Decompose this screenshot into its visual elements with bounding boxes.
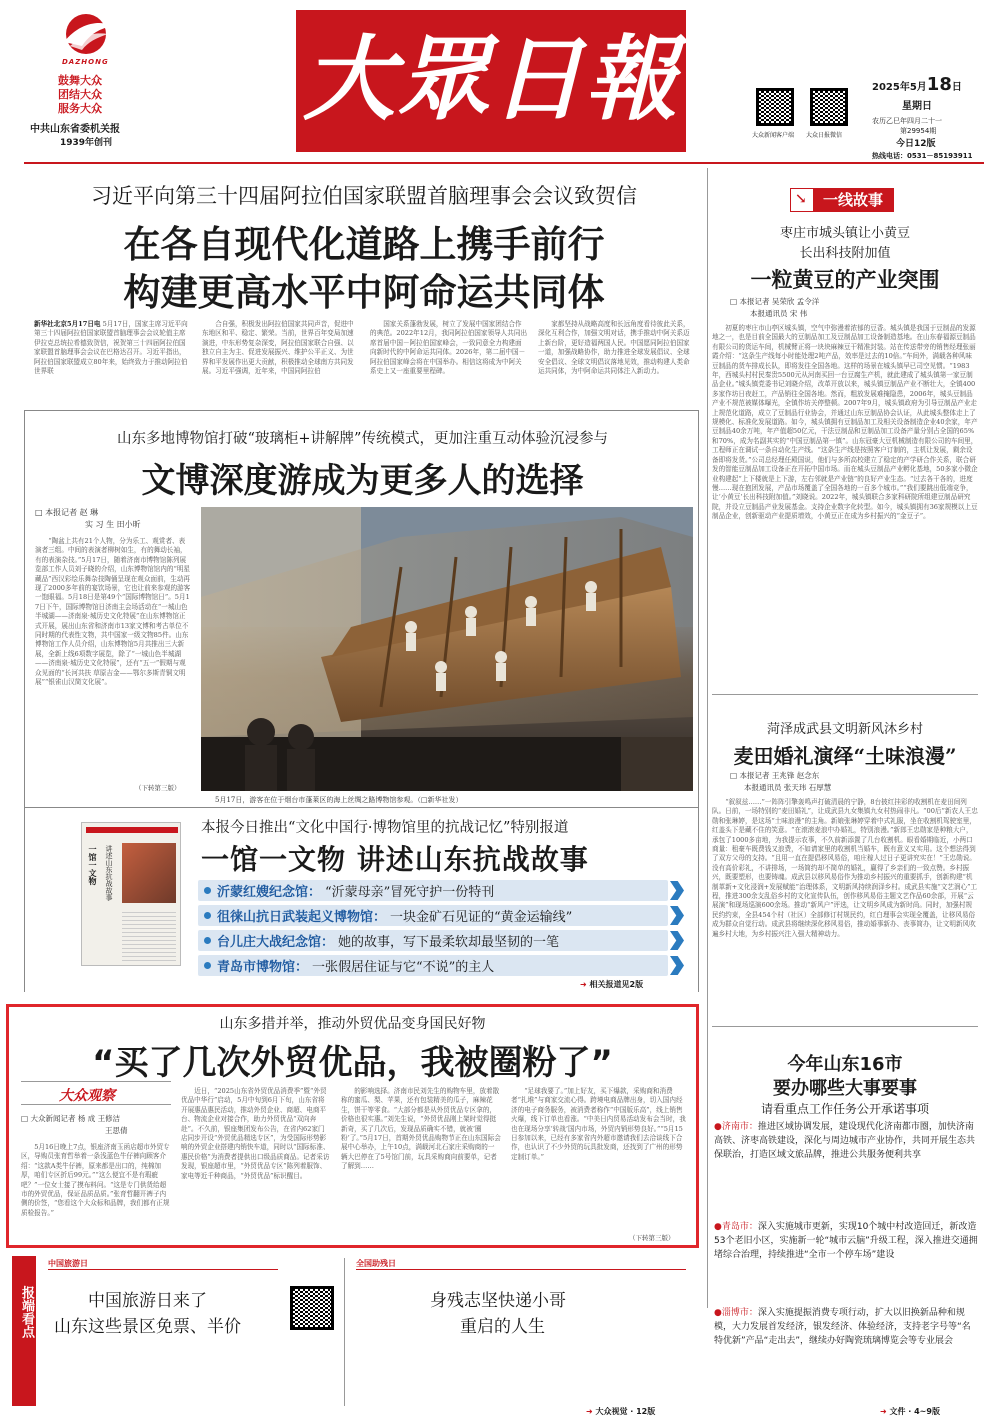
tasks-title-1: 今年山东16市 — [787, 1054, 903, 1075]
tasks-city: ●济南市： — [714, 1122, 758, 1132]
series-title: 一馆一文物 讲述山东抗战故事 — [201, 843, 589, 876]
lead-dateline: 新华社北京5月17日电 — [34, 320, 101, 328]
issue-no: 第29954期 — [900, 127, 937, 135]
column-logo-box — [21, 1081, 171, 1105]
series-thumb-sub: 讲述山东抗战故事 — [105, 845, 113, 901]
frontline-kicker-1: 枣庄市城头镇让小黄豆 — [779, 226, 910, 241]
bullet-icon — [204, 937, 211, 944]
footer-right-see[interactable] — [586, 1406, 655, 1417]
logo-subtext: DAZHONG — [62, 58, 109, 66]
lead-col4-text: 家都坚持从战略高度和长远角度看待彼此关系，深化互利合作，加强文明对话，携手推动中阿关系迈上新台阶，更好造福两国人民。中国愿同阿拉伯国家一道，加强战略协作，助力推进全球发展倡议、全球安全倡议、全球文明倡议落地见效，推动构建人类命运共同体，为中阿命运共同体注入新动力。 — [538, 320, 690, 376]
wedding-kicker: 菏泽成武县文明新风沐乡村 — [766, 722, 923, 737]
tasks-text: 深入实施城市更新，实现10个城中村改造回迁，新改造53个老旧小区，实施新一轮“城市云脑”升级工程，深入推进交通拥堵综合治理，持续推进“全市一个停车场”建设 — [714, 1222, 978, 1260]
trade-byline-1: □ 大众新闻记者 杨 成 王修洁 — [21, 1114, 121, 1123]
footer-right-see-label: 大众视觉 · 12版 — [595, 1407, 656, 1416]
right-section-divider-2 — [712, 1026, 978, 1027]
lead-title-2: 构建更高水平中阿命运共同体 — [123, 271, 605, 314]
frontline-kicker-2: 长出科技附加值 — [799, 246, 891, 261]
tasks-text: 推进区域协调发展，建设现代化济南都市圈，加快济南高铁、济枣高铁建设，深化与周边城市产业协作，共同开展生态共保联治，打造区域文旅品牌，推进公共服务便利共享 — [714, 1122, 976, 1160]
footer-side-label-text: 报端看点 — [19, 1286, 34, 1338]
qr-code-tourism[interactable] — [290, 1286, 334, 1330]
museum-box — [24, 410, 699, 808]
trade-col-3 — [341, 1087, 501, 1243]
arrow-right-icon: ➜ — [586, 1407, 593, 1416]
trade-col3-text: 的影响选择。济南市民刘先生的购物车里，放着散称的蜜瓜、梨、苹果，还有包装精美的瓜子，麻辣花生，饼干等零食。“大部分都是从外贸优品专区拿的，价格也很实惠。”刘先生说，“外贸优品刚上架时觉得挺新奇，买了几次后，发现品质确实不错，就被‘圈粉’了。”5月17日，首期外贸优品购物节正在山东国际会展中心举办，上午10点，满载河北石家庄采购商的一辆大巴停在了5号馆门前，玩具采购商向前要单，记者了解到…… — [341, 1087, 501, 1171]
date-block — [872, 74, 982, 161]
date-prefix: 2025年5月 — [872, 82, 927, 93]
lead-col3-text: 国家关系蓬勃发展，树立了发展中国家团结合作的典范。2022年12月，我同阿拉伯国家领导人共同出席首届中国－阿拉伯国家峰会，一致同意全力构建面向新时代的中阿命运共同体。2026年，第二届中国－阿拉伯国家峰会将在中国举办。相信这将成为中阿关系史上又一座重要里程碑。 — [370, 320, 528, 376]
series-item-museum: 台儿庄大战纪念馆： — [217, 935, 335, 950]
right-column-divider — [707, 168, 708, 1308]
series-item-text: 她的故事，写下最柔软却最坚韧的一笔 — [338, 935, 560, 950]
series-item-text: 一块金矿石见证的“黄金运输线” — [390, 910, 573, 925]
masthead-title: 大眾日報 — [302, 25, 679, 133]
museum-kicker: 山东多地博物馆打破“玻璃柜+讲解牌”传统模式，更加注重互动体验沉浸参与 — [117, 431, 608, 447]
wedding-title: 麦田婚礼演绎“土味浪漫” — [733, 744, 957, 768]
tasks-see-more-label: 文件 · 4~9版 — [889, 1407, 940, 1416]
series-item-1[interactable] — [198, 880, 668, 901]
frontline-body — [712, 324, 978, 690]
series-thumbnail[interactable] — [81, 822, 181, 966]
ship-exhibit-illustration — [201, 507, 693, 791]
page-count: 今日12版 — [896, 139, 936, 149]
footer-left-tag: 中国旅游日 — [48, 1258, 278, 1270]
lead-col2-text: 合自强，积极发出阿拉伯国家共同声音，促进中东地区和平、稳定、繁荣。当前，世界百年变局加速演进，中东形势复杂深变，阿拉伯国家联合自强、以独立自主为主、促进发展振兴、维护公平正义、为世界和平发展作出更大贡献，积极推动全球南方共同发展。习近平强调，近年来，中国同阿拉伯 — [202, 320, 354, 376]
frontline-title: 一粒黄豆的产业突围 — [750, 267, 940, 292]
trade-col2-text: 近日，“2025山东省外贸优品消费季”暨“外贸优品中华行”启动，5月中旬到6月下旬，山东省将开展惠品惠民活动，推动外贸企业、商超、电商平台、物流企业对接合作，助力外贸优品“双向奔赴”。不久前，银座集团发布公告，在省内62家门店同步开设“外贸优品精选专区”，为受国际形势影响的外贸企业搭建内销快车道，同时以“国际标准、惠民价格”为消费者提供出口级品质商品。记者采访发现，银座超市里，“外贸优品专区”陈列着服饰、家电等近千种商品，“外贸优品”标识醒目。 — [181, 1087, 330, 1180]
lead-col-1 — [34, 320, 192, 398]
bullet-icon — [204, 887, 211, 894]
trade-col4-text: “足球我要了。”加上好友，买下爆款，采购商和消费者“扎堆”与商家交流心得。跨境电商品牌出身，切入国内经济的电子商务服务，被消费者称作“中国版乐高”，线上销售火爆，线下订单也看涨。“中美日内贸易活动发布会当时，我也在现场分享‘转战’国内市场，外贸内销形势良好。”“5月15日参加以来，已经有多家省内外超市邀请我们去洽谈线下合作，也认识了不少外贸的玩具批发商，还找到了广州的形势定制订单。” — [511, 1087, 686, 1161]
wedding-byline-2: 本报通讯员 张天玮 石厚慧 — [744, 783, 832, 792]
footer-side-label — [12, 1256, 36, 1406]
masthead-title-block — [296, 10, 686, 152]
weekday: 星期日 — [902, 101, 932, 112]
slogan-3: 服务大众 — [58, 102, 102, 115]
series-item-text: “沂蒙母亲”冒死守护一份特刊 — [325, 885, 495, 900]
lead-col-4 — [538, 320, 696, 398]
series-item-museum: 徂徕山抗日武装起义博物馆： — [217, 910, 387, 925]
trade-cont: （下转第三版） — [629, 1234, 675, 1242]
lunar-date: 农历乙巳年四月二十一 — [872, 117, 942, 125]
frontline-tag — [790, 188, 894, 212]
series-item-museum: 沂蒙红嫂纪念馆： — [217, 885, 322, 900]
date-day: 18 — [926, 74, 952, 95]
footer-left-title-1: 中国旅游日来了 — [88, 1291, 207, 1311]
lead-col1-text: 5月17日，国家主席习近平向第三十四届阿拉伯国家联盟首脑理事会会议轮值主席伊拉克总统拉希德致贺信，祝贺第三十四届阿拉伯国家联盟首脑理事会会议在巴格达召开。习近平指出，阿拉伯国家联盟成立80年来，始终致力于推动阿拉伯世界联 — [34, 320, 188, 376]
trade-col-1 — [21, 1143, 171, 1243]
footer-divider — [344, 1258, 345, 1406]
series-see-more-label: 相关报道见2版 — [589, 980, 644, 989]
trade-col1-text: 5月16日晚上7点，银座济南玉函店超市外贸专区，导购员张育哲举着一条浅蓝色牛仔裤向顾客介绍：“这款A类牛仔裤，原来都是出口的，纯棉加厚，咱们专区折后99元。”“这么便宜不是有瑕疵吧？”一位女士接了摸布料问。“这是专门供货给超市的外贸优品，保证品质品质。”张育哲翻开裤子内侧的价签，“您看这个大众标和品牌，我们都有正规质检报告。” — [21, 1143, 170, 1217]
tasks-city: ●青岛市： — [714, 1222, 758, 1232]
qr-label-wechat: 大众日报微信 — [806, 132, 843, 139]
footer-left-title-2: 山东这些景区免票、半价 — [54, 1317, 241, 1337]
founded: 1939年创刊 — [60, 138, 113, 148]
footer-right-title-1: 身残志坚快递小哥 — [430, 1291, 566, 1311]
hotline: 热线电话：0531－85193911 — [872, 152, 973, 160]
wedding-byline-1: □ 本报记者 王兆锋 赵念东 — [730, 771, 820, 780]
frontline-body-text: 初夏的枣庄市山亭区城头镇，空气中弥漫着浓郁的豆香。城头镇是我国于豆制品的发源地之一，也是目前全国最大的豆制品加工及豆制品加工设备制造基地。在山东春福源豆制品有限公司的货运车间，机械臂正将一块块麻辣豆干精准封装。站在传送带旁的销售经理张丽霞介绍：“这条生产线每小时能处理2吨产品，效率是过去的10倍。”车间外，满载各种风味豆制品的货车排成长队，即将发往全国各地。这样的场景在城头镇早已司空见惯。“1983年，西城头村村民秦贵5500元从河南买回一台豆腐生产机，就此建成了城头镇第一家豆制品企业。”城头镇党委书记刘晓介绍，改革开放以来，城头镇豆制品产业不断壮大，全镇400多家作坊日夜赶工，产品销往全国各地。然而，粗放发展难掩隐患，2006年，城头豆制品产业不规范被媒体曝光，全镇作坊关停整顿。2007年9月，城头镇政府为引导豆制品产业走上规范化道路，成立了豆制品行业协会，并通过山东豆制品协会认证，从此城头整体走上了规模化、标准化发展道路。如今，城头镇拥有豆制品加工及相关设备制造企业40余家，年产豆制品40余万吨，年产值超50亿元，干法豆制品和豆制品加工设备产量分别占全国的65%和70%，成为名副其实的“中国豆制品第一镇”。山东冠豪大豆机械制造有限公司的车间里，工程师正在调试一条自动化生产线。“这条生产线是按照客户订制的，主机让发展，剩余设备即将发货。”公司总经理任殿国说，他们与多所高校建立了稳定的产学研合作关系，联合研发的智能豆制品加工设备正在开拓中国市场。而在城头豆制品产业孵化基地，50多家小微企业构建起“上下楼就是上下游，左右邻就是产业链”的良好产业生态。“过去各干各的，进度慢……现在抱团发展，产品市场覆盖了全国各地的一百多个城市。”“我们要跳出低端竞争，让‘小黄豆’长出科技附加值。”刘晓说。2022年，城头镇联合多家科研院所组建豆制品研究院，并设立豆制品产业发展基金。支持企业数字化转型。如今，城头镇拥有36家规模以上豆制品企业，创新驱动产业提质增效，小黄豆正在成为乡村振兴的“金豆子”。 — [712, 324, 978, 521]
trade-byline-2: 王思倩 — [105, 1126, 128, 1135]
trade-col-2 — [181, 1087, 331, 1243]
footer-right-title-2: 重启的人生 — [460, 1317, 545, 1337]
museum-photo-caption: 5月17日，游客在位于烟台市蓬莱区的海上丝绸之路博物馆参观。（□新华社发） — [215, 796, 463, 804]
lead-col-2 — [202, 320, 360, 398]
lead-story — [24, 170, 704, 402]
series-item-museum: 青岛市博物馆： — [217, 960, 309, 975]
tasks-city: ●淄博市： — [714, 1308, 758, 1318]
series-see-more[interactable] — [580, 979, 643, 990]
footer-right-tag: 全国助残日 — [356, 1258, 686, 1270]
lead-kicker: 习近平向第三十四届阿拉伯国家联盟首脑理事会会议致贺信 — [91, 184, 637, 208]
masthead-divider — [24, 162, 984, 164]
frontline-byline-2: 本报通讯员 宋 伟 — [750, 309, 808, 318]
slogan-2: 团结大众 — [58, 88, 102, 101]
museum-photo — [201, 507, 693, 791]
series-kicker: 本报今日推出“文化中国行·博物馆里的抗战记忆”特别报道 — [201, 820, 569, 836]
right-section-divider — [712, 694, 978, 695]
qr-code-app[interactable] — [756, 88, 794, 126]
arrow-right-icon: ➜ — [580, 980, 587, 989]
trade-title: “买了几次外贸优品，我被圈粉了” — [92, 1043, 613, 1083]
museum-cont: （下转第三版） — [135, 784, 181, 792]
date-suffix: 日 — [951, 82, 962, 93]
museum-byline-1: □ 本报记者 赵 琳 — [35, 508, 99, 517]
tasks-entry-1 — [714, 1120, 978, 1162]
tasks-title-2: 要办哪些大事要事 — [773, 1078, 917, 1099]
slogan-1: 鼓舞大众 — [58, 74, 102, 87]
trade-box — [6, 1004, 699, 1248]
wedding-body — [712, 798, 978, 1016]
tasks-text: 深入实施提振消费专项行动，扩大以旧换新品种和规模，大力发展首发经济，银发经济、体验经济，支持老字号等“名特优新”产品“走出去”，继续办好陶瓷琉璃博览会等专业展会 — [714, 1308, 971, 1346]
frontline-byline-1: □ 本报记者 吴荣欣 孟令洋 — [730, 297, 820, 306]
wedding-body-text: “叙叙兹……”一阵阵引擎轰鸣声打破清晨的宁静，8台披红挂彩的收割机在麦田间列队。日前，一场特别的“麦田婚礼”，让成武县九女集镇九女村热闹非凡。“00后”新农人王忠勋和张琳婷，是这场“土味浪漫”的主角。新娘张琳婷穿着中式礼服，坐在收割机驾驶室里，红盖头下是藏不住的笑意。“在滚滚麦浪中办婚礼，特别浪漫。”新郎王忠勋家是种粮大户，承包了1000多亩地，为我提示农事，不久前新添置了几台收割机。眼看婚期临近，小两口商量：租豪车既费钱又浪费，不如请家里的收割机当婚车，既有意义又实用。这个想法得到了双方父母的支持。“且用一直在提倡移风易俗，咱庄稼人过日子更讲究实在！”王忠勋说。没有高价彩礼，不讲排场，一场简约却不简单的婚礼，赢得了乡亲们的一致点赞。乡村振兴，既要塑形，也要铸魂。成武县以移风易俗作为推动乡村振兴的重要抓手，创新构建“机制革新+文化浸润+发展赋能”治理体系，文明新风持续润泽乡村。成武县实施“文艺润心”工程，推进300余支乱俗乡村的文化宣传队伍，创作移风易俗主题文艺作品60余部，开展“云展演”和现场巡演600余场。推动“新风户”评选，让文明乡风成为新时尚。同时，加强村规民约约束，全县454个村（社区）全部修订村规民约，红白理事会实现全覆盖，让移风易俗成为群众自觉行动。成武县将继续深化移风易俗，推动婚事新办、丧事简办，让文明新风吹遍乡村大地，为乡村振兴注入强大精神动力。 — [712, 798, 978, 938]
trade-col-4 — [511, 1087, 689, 1231]
series-thumb-title: 一馆一文物 — [88, 845, 98, 885]
bullet-icon — [204, 912, 211, 919]
arrow-right-icon: ➜ — [880, 1407, 887, 1416]
lead-title-1: 在各自现代化道路上携手前行 — [123, 223, 605, 266]
tasks-entry-2 — [714, 1220, 978, 1262]
footer-right-teaser[interactable] — [350, 1256, 700, 1416]
series-item-text: 一张假居住证与它“不说”的主人 — [312, 960, 495, 975]
museum-byline-2: 实 习 生 田小昕 — [85, 520, 141, 529]
series-item-4[interactable] — [198, 955, 668, 976]
bullet-icon — [204, 962, 211, 969]
museum-col-text: “陶盆上共有21个人物，分为乐工、观赏者、表演者三组。中间的表演者柳树如生，有的舞动长袖，有的表演杂技。”5月17日，随着济南市博物馆陈列展览部工作人员刘子晓的介绍，山东博物馆馆内的“明星藏品”西汉彩绘乐舞杂技陶俑呈现在观众面前，生动再现了2000多年前的宴饮场景，它也让前来参观的游客一饱眼福。5月18日是第49个“国际博物馆日”。5月17日下午，国际博物馆日济南主会场活动在“一城山色半城湖——济南泉·城历史文化特展”在山东博物馆正式开展，展出山东省和济南市13家文博和考古单位不同时期的代表性文物，共中国家一级文物85件。山东博物馆工作人员介绍，山东博物馆5月共推出三大新展，全新上线6项数字展览，除了“一城山色半城湖——济南泉·城历史文化特展”，还有“五一”假期与观众见面的“长河共扶 草原吉金——鄂尔多斯青铜文明展”“银雀山汉简文化展”。 — [35, 537, 191, 687]
tasks-subtitle: 请看重点工作任务公开承诺事项 — [760, 1102, 929, 1116]
museum-col — [35, 537, 191, 777]
masthead — [0, 0, 985, 160]
publisher: 中共山东省委机关报 — [30, 124, 120, 135]
qr-code-wechat[interactable] — [810, 88, 848, 126]
tasks-see-more[interactable] — [880, 1406, 940, 1417]
frontline-tag-label: 一线故事 — [813, 189, 893, 211]
series-item-3[interactable] — [198, 930, 668, 951]
trade-kicker: 山东多措并举，推动外贸优品变身国民好物 — [219, 1016, 486, 1032]
dazhong-logo-icon — [56, 12, 116, 60]
tasks-entry-3 — [714, 1306, 978, 1404]
lead-col-3 — [370, 320, 528, 398]
column-logo: 大众观察 — [59, 1088, 115, 1104]
museum-title: 文博深度游成为更多人的选择 — [141, 461, 584, 501]
footer-left-teaser[interactable] — [40, 1256, 340, 1406]
arrow-down-right-icon: ↘ — [795, 191, 807, 207]
series-item-2[interactable] — [198, 905, 668, 926]
qr-label-app: 大众新闻客户端 — [752, 132, 795, 139]
